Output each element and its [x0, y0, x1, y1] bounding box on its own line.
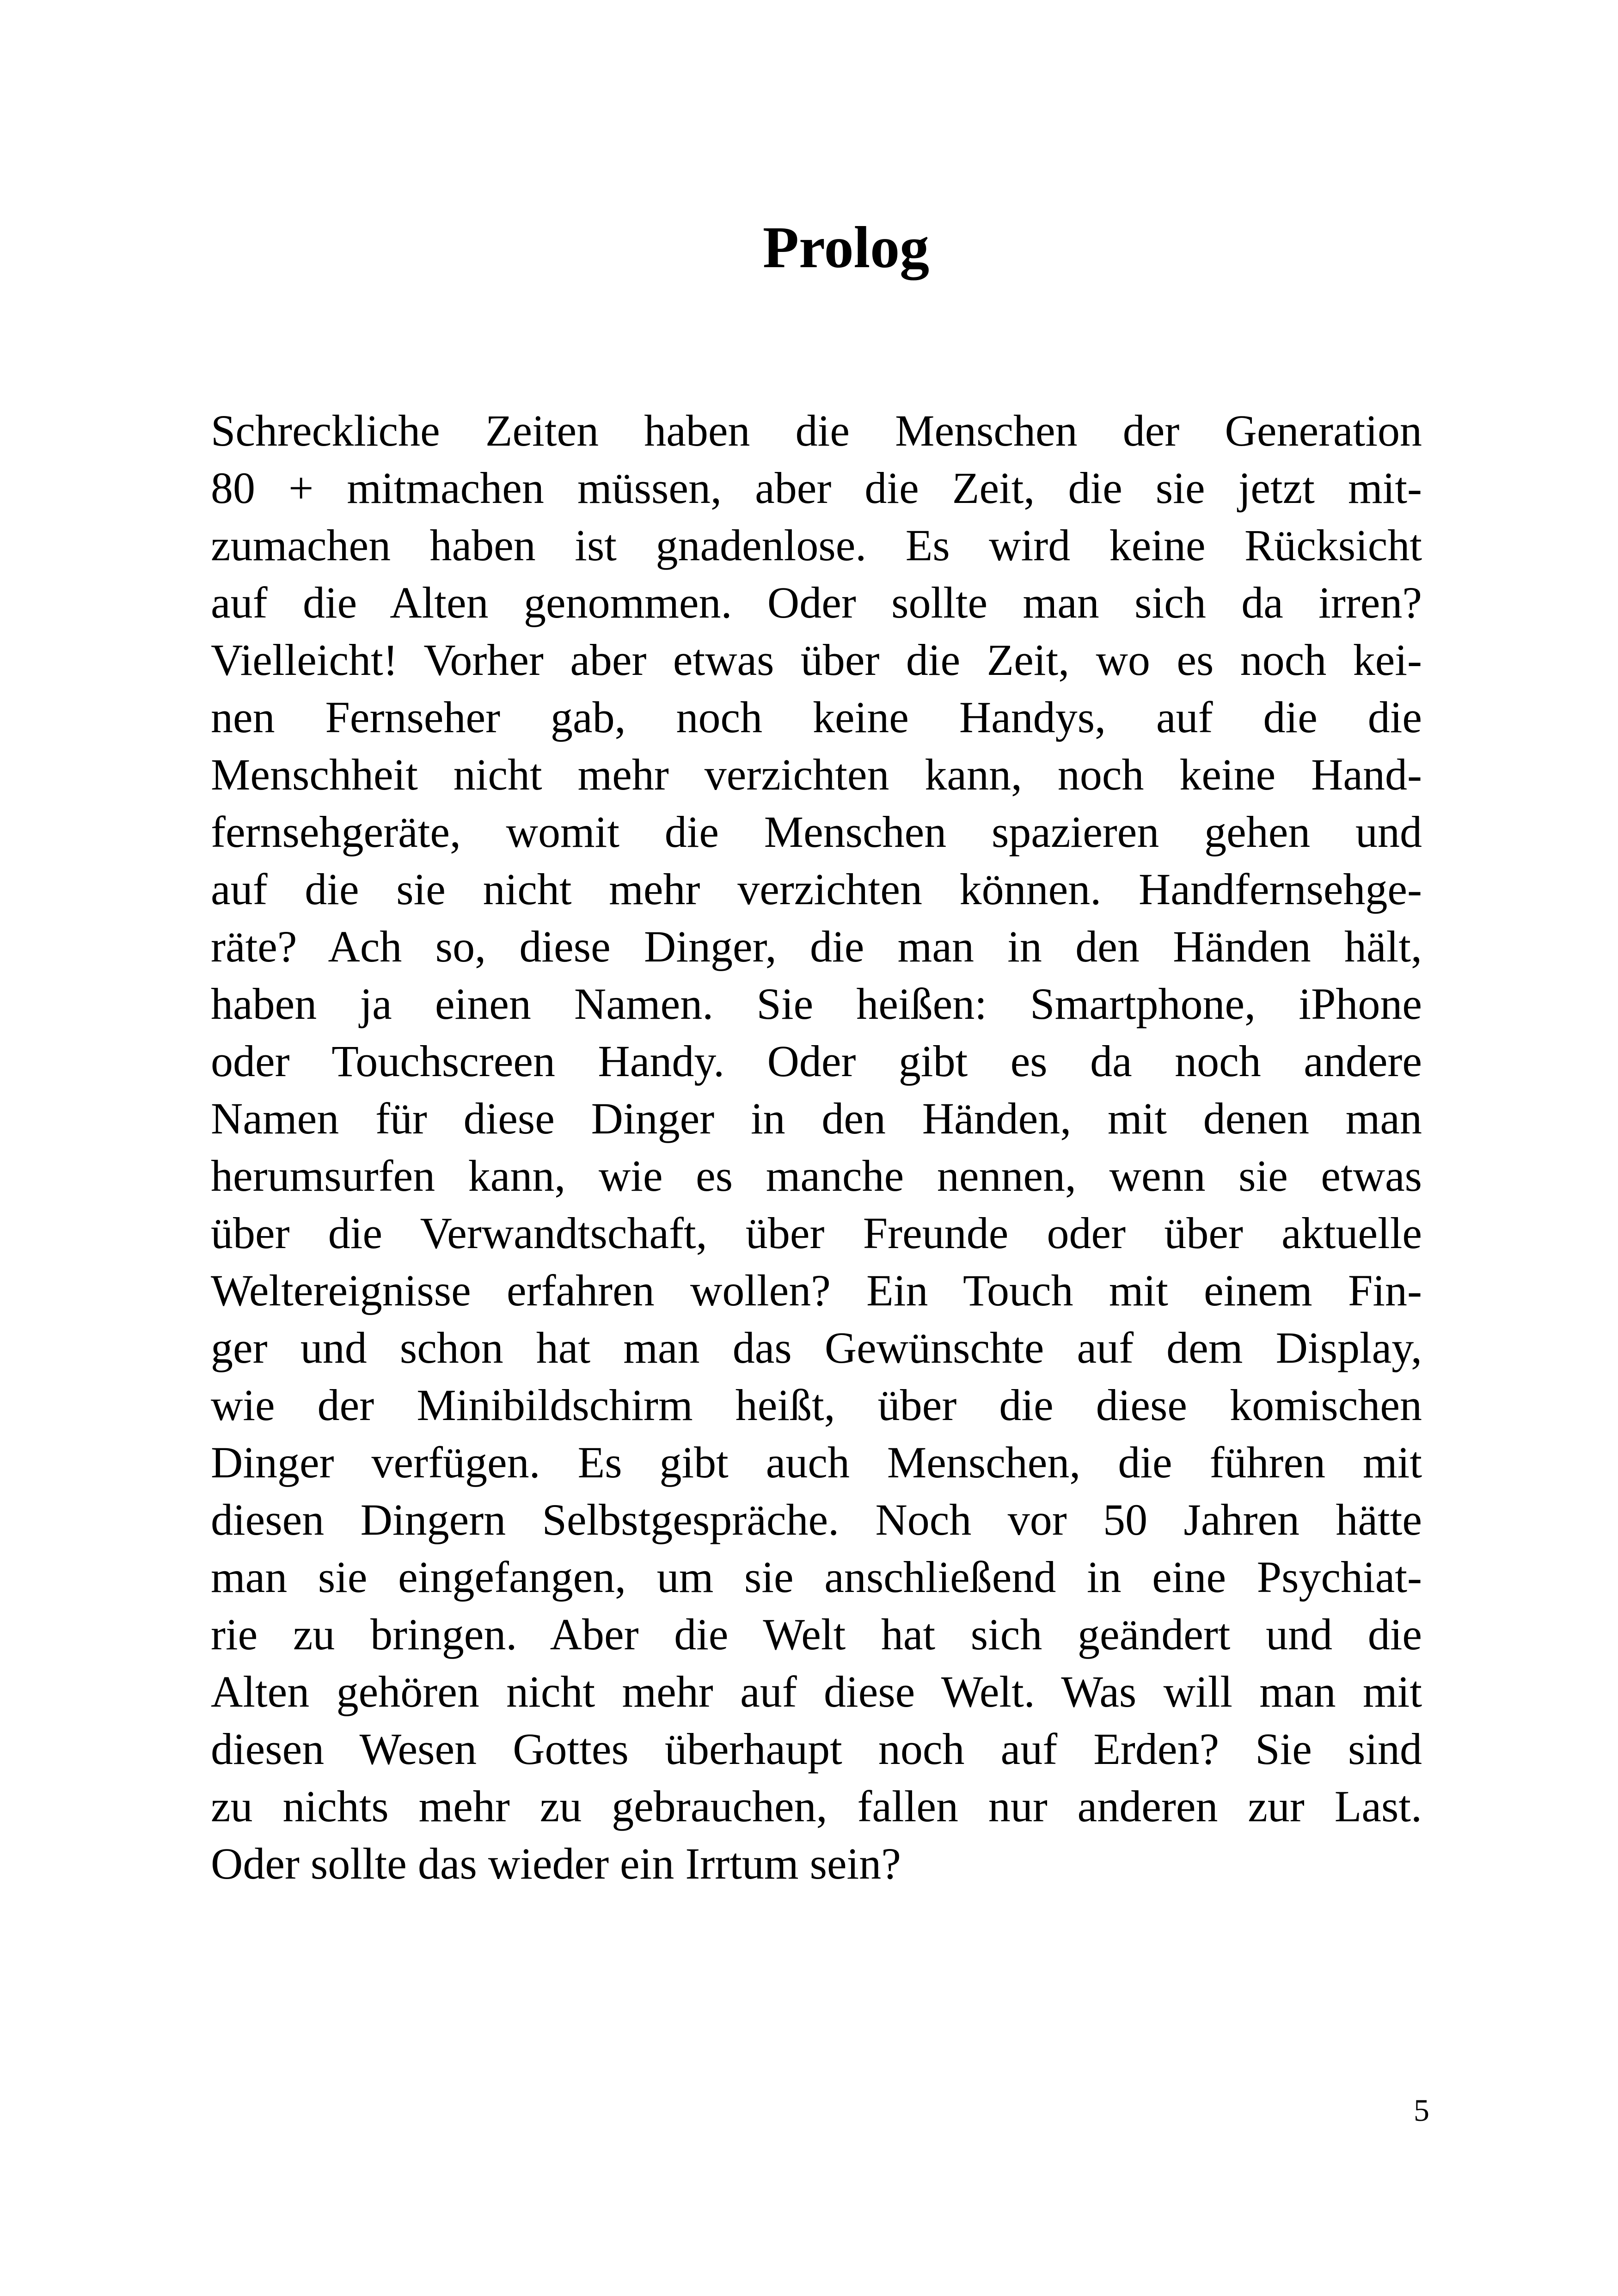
text-line: über die Verwandtschaft, über Freunde oder über aktuelle	[211, 1208, 1422, 1258]
text-line: Alten gehören nicht mehr auf diese Welt. Was will man mit	[211, 1667, 1422, 1716]
text-line: diesen Dingern Selbstgespräche. Noch vor 50 Jahren hätte	[211, 1495, 1422, 1544]
text-line: zumachen haben ist gnadenlose. Es wird keine Rücksicht	[211, 520, 1422, 570]
text-line: Dinger verfügen. Es gibt auch Menschen, die führen mit	[211, 1438, 1422, 1487]
text-line: oder Touchscreen Handy. Oder gibt es da noch andere	[211, 1036, 1422, 1086]
prologue-body	[211, 402, 1422, 1892]
text-line: zu nichts mehr zu gebrauchen, fallen nur anderen zur Last.	[211, 1782, 1422, 1831]
text-line: auf die sie nicht mehr verzichten können. Handfernsehge-	[211, 864, 1422, 914]
text-line: auf die Alten genommen. Oder sollte man sich da irren?	[211, 578, 1422, 627]
text-line: diesen Wesen Gottes überhaupt noch auf Erden? Sie sind	[211, 1724, 1422, 1774]
text-line: Schreckliche Zeiten haben die Menschen der Generation	[211, 406, 1422, 455]
page-number: 5	[1414, 2093, 1429, 2128]
text-line: man sie eingefangen, um sie anschließend in eine Psychiat-	[211, 1552, 1422, 1602]
text-line: fernsehgeräte, womit die Menschen spazieren gehen und	[211, 807, 1422, 857]
text-line: Oder sollte das wieder ein Irrtum sein?	[211, 1839, 901, 1888]
text-line: haben ja einen Namen. Sie heißen: Smartphone, iPhone	[211, 979, 1422, 1029]
text-line: Namen für diese Dinger in den Händen, mit denen man	[211, 1094, 1422, 1143]
text-line: nen Fernseher gab, noch keine Handys, auf die die	[211, 692, 1422, 742]
text-line: 80 + mitmachen müssen, aber die Zeit, die sie jetzt mit-	[211, 463, 1422, 513]
text-line: wie der Minibildschirm heißt, über die diese komischen	[211, 1380, 1422, 1430]
text-line: Menschheit nicht mehr verzichten kann, noch keine Hand-	[211, 750, 1422, 799]
chapter-title: Prolog	[762, 214, 930, 280]
text-line: herumsurfen kann, wie es manche nennen, wenn sie etwas	[211, 1151, 1422, 1200]
text-line: ger und schon hat man das Gewünschte auf dem Display,	[211, 1323, 1422, 1372]
text-line: Weltereignisse erfahren wollen? Ein Touch mit einem Fin-	[211, 1266, 1422, 1315]
text-line: Vielleicht! Vorher aber etwas über die Zeit, wo es noch kei-	[211, 635, 1422, 685]
text-line: räte? Ach so, diese Dinger, die man in den Händen hält,	[211, 922, 1422, 971]
text-line: rie zu bringen. Aber die Welt hat sich geändert und die	[211, 1610, 1422, 1659]
